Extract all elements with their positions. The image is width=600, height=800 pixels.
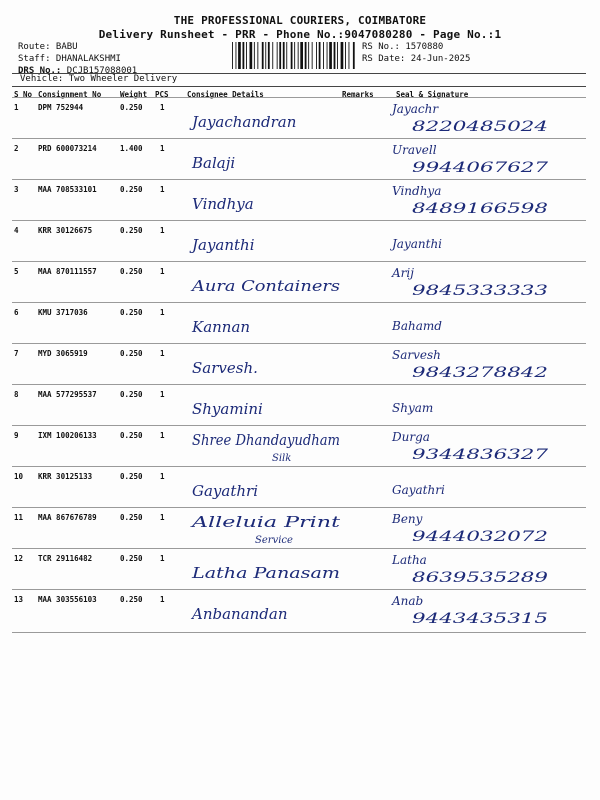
col-consignee: Consignee Details	[187, 90, 264, 99]
col-sno: S No	[14, 90, 33, 99]
drs-number: DRS No.: DCJB157088001	[18, 66, 138, 76]
row-sno: 10	[14, 472, 24, 481]
handwriting	[0, 97, 600, 139]
handwritten-consignee: Shyamini	[192, 400, 263, 418]
handwritten-signature: Uravell	[392, 143, 437, 157]
col-seal-signature: Seal & Signature	[396, 90, 469, 99]
handwritten-phone: 9944067627	[412, 160, 549, 176]
table-row	[0, 384, 600, 425]
handwriting	[0, 425, 600, 467]
table-row	[0, 425, 600, 466]
row-pcs: 1	[160, 308, 165, 317]
handwriting	[0, 138, 600, 180]
handwriting	[0, 507, 600, 549]
row-pcs: 1	[160, 267, 165, 276]
table-row	[0, 302, 600, 343]
row-sno: 13	[14, 595, 24, 604]
row-sno: 11	[14, 513, 24, 522]
handwritten-signature: Jayanthi	[392, 237, 443, 251]
row-weight: 0.250	[120, 595, 143, 604]
table-row	[0, 466, 600, 507]
table-row	[0, 179, 600, 220]
row-sno: 6	[14, 308, 19, 317]
handwriting	[0, 589, 600, 631]
handwritten-phone: 8639535289	[412, 570, 549, 586]
row-pcs: 1	[160, 513, 165, 522]
row-sno: 3	[14, 185, 19, 194]
barcode-image	[232, 42, 356, 69]
row-consignment-no: PRD 600073214	[38, 144, 97, 153]
handwritten-consignee: Jayachandran	[192, 113, 297, 131]
handwriting	[0, 179, 600, 221]
vehicle-label: Vehicle: Two Wheeler Delivery	[20, 74, 178, 84]
handwriting	[0, 302, 600, 344]
handwritten-phone: 8489166598	[412, 201, 549, 217]
handwritten-phone: 9443435315	[412, 611, 549, 627]
handwritten-consignee: Sarvesh.	[192, 359, 258, 377]
row-pcs: 1	[160, 185, 165, 194]
row-weight: 0.250	[120, 554, 143, 563]
handwritten-consignee: Anbanandan	[192, 605, 288, 623]
row-weight: 0.250	[120, 349, 143, 358]
row-pcs: 1	[160, 595, 165, 604]
row-consignment-no: KRR 30126675	[38, 226, 93, 235]
handwritten-signature: Durga	[392, 430, 430, 444]
table-row	[0, 589, 600, 630]
row-pcs: 1	[160, 103, 165, 112]
handwritten-consignee: Jayanthi	[192, 236, 255, 254]
handwritten-signature: Arij	[392, 266, 414, 280]
row-weight: 0.250	[120, 226, 143, 235]
handwritten-signature: Gayathri	[392, 483, 445, 497]
handwriting	[0, 261, 600, 303]
handwriting	[0, 220, 600, 262]
handwritten-signature: Beny	[392, 512, 423, 526]
table-row	[0, 220, 600, 261]
handwritten-consignee: Gayathri	[192, 482, 258, 500]
row-sno: 12	[14, 554, 24, 563]
route-label: Route: BABU	[18, 42, 78, 52]
row-pcs: 1	[160, 144, 165, 153]
rs-date: RS Date: 24-Jun-2025	[362, 54, 471, 64]
table-row	[0, 507, 600, 548]
handwritten-signature: Jayachr	[392, 102, 439, 116]
row-sno: 8	[14, 390, 19, 399]
row-consignment-no: TCR 29116482	[38, 554, 93, 563]
table-row	[0, 261, 600, 302]
row-pcs: 1	[160, 390, 165, 399]
handwritten-signature: Sarvesh	[392, 348, 441, 362]
handwriting	[0, 384, 600, 426]
row-pcs: 1	[160, 472, 165, 481]
row-consignment-no: MAA 870111557	[38, 267, 97, 276]
handwritten-phone: 9843278842	[412, 365, 549, 381]
row-sno: 5	[14, 267, 19, 276]
col-remarks: Remarks	[342, 90, 374, 99]
row-pcs: 1	[160, 226, 165, 235]
row-consignment-no: DPM 752944	[38, 103, 84, 112]
row-consignment-no: MAA 708533101	[38, 185, 97, 194]
header-divider-bottom	[12, 86, 586, 87]
handwritten-signature: Shyam	[392, 401, 434, 415]
handwritten-signature: Latha	[392, 553, 427, 567]
runsheet-subtitle: Delivery Runsheet - PRR - Phone No.:9047080280 - Page No.:1	[98, 28, 502, 41]
row-sno: 9	[14, 431, 19, 440]
row-weight: 0.250	[120, 308, 143, 317]
row-pcs: 1	[160, 349, 165, 358]
handwritten-phone: 8220485024	[412, 119, 548, 135]
row-consignment-no: MAA 867676789	[38, 513, 97, 522]
row-weight: 0.250	[120, 185, 143, 194]
handwriting	[0, 466, 600, 508]
row-weight: 1.400	[120, 144, 143, 153]
handwritten-phone: 9845333333	[412, 283, 549, 299]
row-weight: 0.250	[120, 472, 143, 481]
col-weight: Weight	[120, 90, 148, 99]
handwriting	[0, 548, 600, 590]
table-row	[0, 138, 600, 179]
row-consignment-no: KMU 3717036	[38, 308, 88, 317]
col-consignment: Consignment No	[38, 90, 102, 99]
handwritten-consignee: Balaji	[192, 154, 236, 172]
row-weight: 0.250	[120, 390, 143, 399]
handwritten-consignee: Shree Dhandayudham	[192, 431, 340, 449]
table-row	[0, 97, 600, 138]
row-pcs: 1	[160, 431, 165, 440]
rs-number: RS No.: 1570880	[362, 42, 444, 52]
handwritten-consignee-extra: Service	[255, 535, 293, 546]
col-pcs: PCS	[155, 90, 169, 99]
row-consignment-no: MYD 3065919	[38, 349, 88, 358]
handwritten-consignee: Alleluia Print	[189, 513, 342, 531]
table-row	[0, 343, 600, 384]
handwriting	[0, 343, 600, 385]
row-weight: 0.250	[120, 431, 143, 440]
handwritten-consignee: Aura Containers	[189, 277, 341, 295]
row-sno: 2	[14, 144, 19, 153]
row-weight: 0.250	[120, 513, 143, 522]
row-consignment-no: KRR 30125133	[38, 472, 93, 481]
table-bottom-line	[12, 632, 586, 633]
table-row	[0, 548, 600, 589]
row-sno: 1	[14, 103, 19, 112]
company-title: THE PROFESSIONAL COURIERS, COIMBATORE	[173, 14, 427, 27]
row-pcs: 1	[160, 554, 165, 563]
row-consignment-no: MAA 303556103	[38, 595, 97, 604]
handwritten-consignee: Latha Panasam	[190, 564, 340, 582]
handwritten-signature: Anab	[392, 594, 424, 608]
row-weight: 0.250	[120, 267, 143, 276]
handwritten-signature: Bahamd	[392, 319, 442, 333]
handwritten-consignee-extra: Silk	[272, 453, 292, 464]
row-sno: 4	[14, 226, 19, 235]
row-consignment-no: IXM 100206133	[38, 431, 97, 440]
handwritten-phone: 9344836327	[412, 447, 549, 463]
row-consignment-no: MAA 577295537	[38, 390, 97, 399]
handwritten-signature: Vindhya	[392, 184, 442, 198]
handwritten-consignee: Kannan	[192, 318, 251, 336]
handwritten-consignee: Vindhya	[192, 195, 254, 213]
handwritten-phone: 9444032072	[412, 529, 549, 545]
staff-label: Staff: DHANALAKSHMI	[18, 54, 121, 64]
row-weight: 0.250	[120, 103, 143, 112]
row-sno: 7	[14, 349, 19, 358]
